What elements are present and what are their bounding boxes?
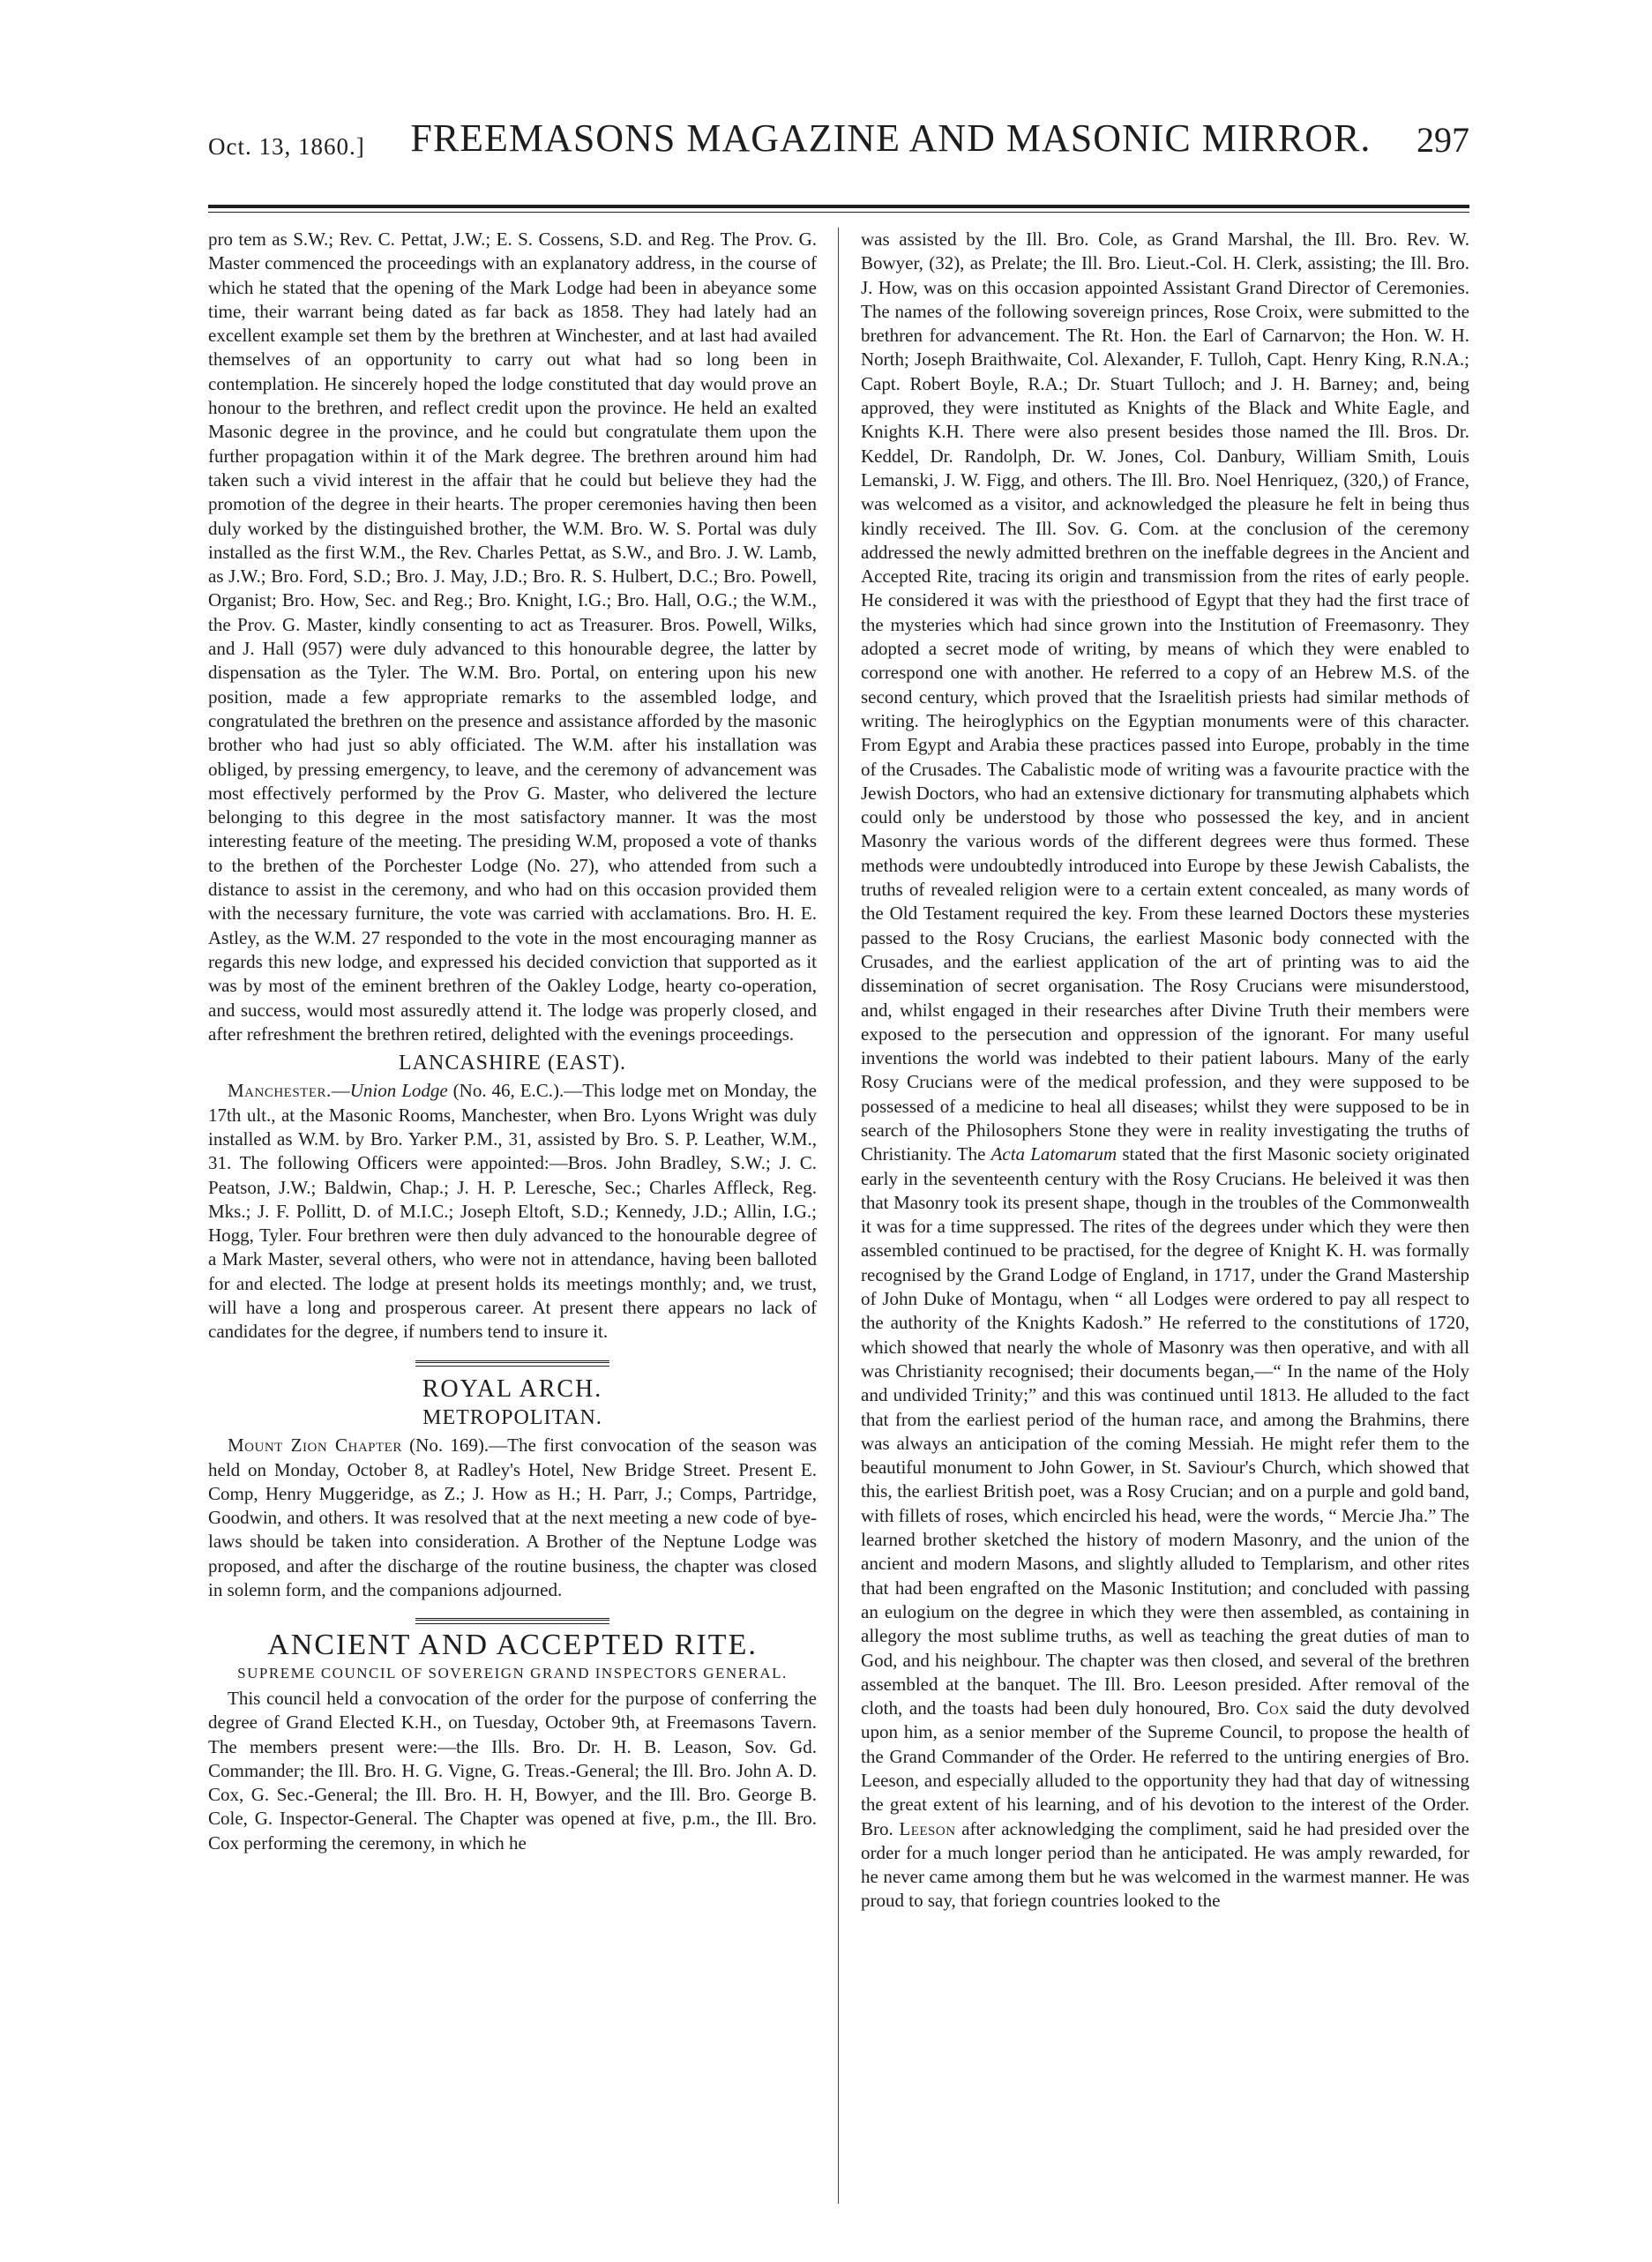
mount-zion-text: (No. 169).—The first convocation of the season was held on Monday, October 8, at Radley's Hotel, New Bridge Street. Present E. Comp, Henry Muggeridge, as Z.; J. How as H.; H. Parr, J.; Comps, Partridge, Goodwin, and others. It was resolved that at the next meeting a new code of bye-laws should be taken into consideration. A Brother of the Neptune Lodge was proposed, and after the discharge of the routine business, the chapter was closed in solemn form, and the companions adjourned. xyxy=(208,1434,817,1601)
column-divider xyxy=(838,228,839,2204)
supreme-council-heading: SUPREME COUNCIL OF SOVEREIGN GRAND INSPECTORS GENERAL. xyxy=(237,1664,788,1682)
royal-arch-heading: ROYAL ARCH. xyxy=(422,1374,603,1403)
manchester-lead: Manchester. xyxy=(228,1080,332,1102)
right-column xyxy=(861,228,1469,2204)
rite-continued-paragraph xyxy=(861,228,1469,1914)
masthead-title: FREEMASONS MAGAZINE AND MASONIC MIRROR. xyxy=(410,116,1372,160)
header-rule-thick xyxy=(208,205,1469,208)
bro-leeson: Leeson xyxy=(899,1817,956,1839)
lancashire-heading: LANCASHIRE (EAST). xyxy=(399,1052,626,1075)
bro-cox: Cox xyxy=(1256,1697,1289,1719)
council-paragraph: This council held a convocation of the order for the purpose of conferring the degree of Grand Elected K.H., on Tuesday, October 9th, at Freemasons Tavern. The members present were:—the Ills. Bro. Dr. H. B. Leason, Sov. Gd. Commander; the Ill. Bro. H. G. Vigne, G. Treas.-General; the Ill. Bro. John A. D. Cox, G. Sec.-General; the Ill. Bro. H. H, Bowyer, and the Ill. Bro. George B. Cole, G. Inspector-General. The Chapter was opened at five, p.m., the Ill. Bro. Cox performing the ceremony, in which he xyxy=(208,1687,817,1854)
section-separator xyxy=(415,1618,609,1624)
header-rule-thin xyxy=(208,212,1469,213)
ancient-rite-heading: ANCIENT AND ACCEPTED RITE. xyxy=(267,1629,758,1662)
metropolitan-heading: METROPOLITAN. xyxy=(422,1405,602,1429)
page-number: 297 xyxy=(1417,120,1469,160)
mark-lodge-paragraph: pro tem as S.W.; Rev. C. Pettat, J.W.; E. S. Cossens, S.D. and Reg. The Prov. G. Master commenced the proceedings with an explanatory address, in the course of which he stated that the opening of the Mark Lodge had been in abeyance some time, their warrant being dated as far back as 1858. They had lately had an excellent example set them by the brethren at Winchester, and at last had availed themselves of an opportunity to carry out what had so long been in contemplation. He sincerely hoped the lodge constituted that day would prove an honour to the brethren, and reflect credit upon the province. He held an exalted Masonic degree in the province, and he could but congratulate them upon the further propagation within it of the Mark degree. The brethren around him had taken such a vivid interest in the affair that he could but believe they had the promotion of the degree in their hearts. The proper ceremonies having then been duly worked by the distinguished brother, the W.M. Bro. W. S. Portal was duly installed as the first W.M., the Rev. Charles Pettat, as S.W., and Bro. J. W. Lamb, as J.W.; Bro. Ford, S.D.; Bro. J. May, J.D.; Bro. R. S. Hulbert, D.C.; Bro. Powell, Organist; Bro. How, Sec. and Reg.; Bro. Knight, I.G.; Bro. Hall, O.G.; the W.M., the Prov. G. Master, kindly consenting to act as Treasurer. Bros. Powell, Wilks, and J. Hall (957) were duly advanced to this honourable degree, the latter by dispensation as the Tyler. The W.M. Bro. Portal, on entering upon his new position, made a few appropriate remarks to the assembled lodge, and congratulated the brethren on the presence and assistance afforded by the masonic brother who had just so ably officiated. The W.M. after his installation was obliged, by pressing emergency, to leave, and the ceremony of advancement was most effectively performed by the Prov G. Master, who delivered the lecture belonging to this degree in the most satisfactory manner. It was the most interesting feature of the meeting. The presiding W.M, proposed a vote of thanks to the brethen of the Porchester Lodge (No. 27), who attended from such a distance to assist in the ceremony, and who had on this occasion provided them with the necessary furniture, the vote was carried with acclamations. Bro. H. E. Astley, as the W.M. 27 responded to the vote in the most encouraging manner as regards this new lodge, and expressed his decided conviction that supported as it was by most of the eminent brethren of the Oakley Lodge, hearty co-operation, and success, would most assuredly attend it. The lodge was properly closed, and after refreshment the brethren retired, delighted with the evenings proceedings. xyxy=(208,228,817,1045)
manchester-paragraph: Manchester.—Union Lodge (No. 46, E.C.).—This lodge met on Monday, the 17th ult., at the Masonic Rooms, Manchester, when Bro. Lyons Wright was duly installed as W.M. by Bro. Yarker P.M., 31, assisted by Bro. S. P. Leather, W.M., 31. The following Officers were appointed:—Bros. John Bradley, S.W.; J. C. Peatson, J.W.; Baldwin, Chap.; J. H. P. Leresche, Sec.; Charles Affleck, Reg. Mks.; J. F. Pollitt, D. of M.I.C.; Joseph Eltoft, S.D.; Kennedy, J.D.; Allin, I.G.; Hogg, Tyler. Four brethren were then duly advanced to the honourable degree of a Mark Master, several others, who were not in attendance, having been balloted for and elected. The lodge at present holds its meetings monthly; and, we trust, will have a long and prosperous career. At present there appears no lack of candidates for the degree, if numbers tend to insure it. xyxy=(208,1080,817,1343)
section-separator xyxy=(415,1360,609,1367)
manchester-text: (No. 46, E.C.).—This lodge met on Monday, the 17th ult., at the Masonic Rooms, Manchester, when Bro. Lyons Wright was duly installed as W.M. by Bro. Yarker P.M., 31, assisted by Bro. S. P. Leather, W.M., 31. The following Officers were appointed:—Bros. John Bradley, S.W.; J. C. Peatson, J.W.; Baldwin, Chap.; J. H. P. Leresche, Sec.; Charles Affleck, Reg. Mks.; J. F. Pollitt, D. of M.I.C.; Joseph Eltoft, S.D.; Kennedy, J.D.; Allin, I.G.; Hogg, Tyler. Four brethren were then duly advanced to the honourable degree of a Mark Master, several others, who were not in attendance, having been balloted for and elected. The lodge at present holds its meetings monthly; and, we trust, will have a long and prosperous career. At present there appears no lack of candidates for the degree, if numbers tend to insure it. xyxy=(208,1080,817,1343)
mount-zion-lead: Mount Zion Chapter xyxy=(228,1434,402,1457)
union-lodge-name: Union Lodge xyxy=(349,1080,448,1102)
acta-latomarum: Acta Latomarum xyxy=(990,1143,1118,1165)
left-column xyxy=(208,228,817,2204)
rite-text-2: stated that the first Masonic society originated early in the seventeenth century with the Rosy Crucians. He beleived it was then that Masonry took its present shape, though in the troubles of the Commonwealth it was for a time suppressed. The rites of the degrees under which they were then assembled continued to be practised, for the degree of Knight K. H. was formally recognised by the Grand Lodge of England, in 1717, under the Grand Mastership of John Duke of Montagu, when “ all Lodges were ordered to pay all respect to the authority of the Knights Kadosh.” He referred to the constitutions of 1720, which showed that nearly the whole of Masonry was then operative, and with all was Christianity recognised; their documents began,—“ In the name of the Holy and undivided Trinity;” and this was continued until 1813. He alluded to the fact that from the earliest period of the human race, and among the Brahmins, there was always an anticipation of the coming Messiah. He might refer them to the beautiful monument to John Gower, in St. Saviour's Church, which showed that this, the earliest British poet, was a Rosy Crucian; and on a purple and gold band, with fillets of roses, which encircled his head, were the words, “ Mercie Jha.” The learned brother sketched the history of modern Masonry, and the union of the ancient and modern Masons, and slightly alluded to Templarism, and other rites that had been engrafted on the Masonic Institution; and concluded with passing an eulogium on the degree in which they were then assembled, as containing in allegory the most sublime truths, as well as teaching the great duties of man to God, and his neighbour. The chapter was then closed, and several of the brethren assembled at the banquet. The Ill. Bro. Leeson presided. After removal of the cloth, and the toasts had been duly honoured, Bro. xyxy=(861,1143,1469,1719)
page-header xyxy=(208,108,1469,161)
rite-text-4: after acknowledging the compliment, said he had presided over the order for a much longer period than he anticipated. He was amply rewarded, for he never came among them but he was welcomed in the warmest manner. He was proud to say, that foriegn countries looked to the xyxy=(861,1817,1469,1912)
rite-text-3: said the duty devolved upon him, as a senior member of the Supreme Council, to propose the health of the Grand Commander of the Order. He referred to the untiring energies of Bro. Leeson, and especially alluded to the opportunity they had that day of witnessing the great extent of his learning, and of his devotion to the interest of the Order. Bro. xyxy=(861,1697,1469,1839)
issue-date: Oct. 13, 1860.] xyxy=(208,133,365,160)
mount-zion-paragraph xyxy=(208,1434,817,1602)
rite-text-1: was assisted by the Ill. Bro. Cole, as Grand Marshal, the Ill. Bro. Rev. W. Bowyer, (32), as Prelate; the Ill. Bro. Lieut.-Col. H. Clerk, assisting; the Ill. Bro. J. How, was on this occasion appointed Assistant Grand Director of Ceremonies. The names of the following sovereign princes, Rose Croix, were submitted to the brethren for advancement. The Rt. Hon. the Earl of Carnarvon; the Hon. W. H. North; Joseph Braithwaite, Col. Alexander, F. Tulloh, Capt. Henry King, R.N.A.; Capt. Robert Boyle, R.A.; Dr. Stuart Tulloch; and J. H. Barney; and, being approved, they were instituted as Knights of the Black and White Eagle, and Knights K.H. There were also present besides those named the Ill. Bros. Dr. Keddel, Dr. Randolph, Dr. W. Jones, Col. Danbury, William Smith, Louis Lemanski, J. W. Figg, and others. The Ill. Bro. Noel Henriquez, (320,) of France, was welcomed as a visitor, and acknowledged the pleasure he felt in being thus kindly received. The Ill. Sov. G. Com. at the conclusion of the ceremony addressed the newly admitted brethren on the ineffable degrees in the Ancient and Accepted Rite, tracing its origin and transmission from the rites of early people. He considered it was with the priesthood of Egypt that they had the first trace of the mysteries which had since grown into the Institution of Freemasonry. They adopted a secret mode of writing, by means of which they were enabled to correspond one with another. He referred to a copy of an Hebrew M.S. of the second century, which proved that the Israelitish priests had similar methods of writing. The heiroglyphics on the Egyptian monuments were of this character. From Egypt and Arabia these practices passed into Europe, probably in the time of the Crusades. The Cabalistic mode of writing was a favourite practice with the Jewish Doctors, who had an extensive dictionary for transmuting alphabets which could only be understood by those who possessed the key, and in ancient Masonry the various words of the different degrees were thus formed. These methods were undoubtedly introduced into Europe by these Jewish Cabalists, the truths of revealed religion were to a certain extent concealed, as many words of the Old Testament required the key. From these learned Doctors these mysteries passed to the Rosy Crucians, the earliest Masonic body connected with the Crusades, and the earliest application of the art of printing was to aid the dissemination of secret organisation. The Rosy Crucians were misunderstood, and, whilst engaged in their researches after Divine Truth their members were exposed to the persecution and oppression of the ignorant. For many useful inventions the world was indebted to their patient labours. Many of the early Rosy Crucians were of the medical profession, and they were supposed to be possessed of a medicine to heal all diseases; whilst they were supposed to be in search of the Philosophers Stone they were in reality investigating the truths of Christianity. The xyxy=(861,228,1469,1165)
